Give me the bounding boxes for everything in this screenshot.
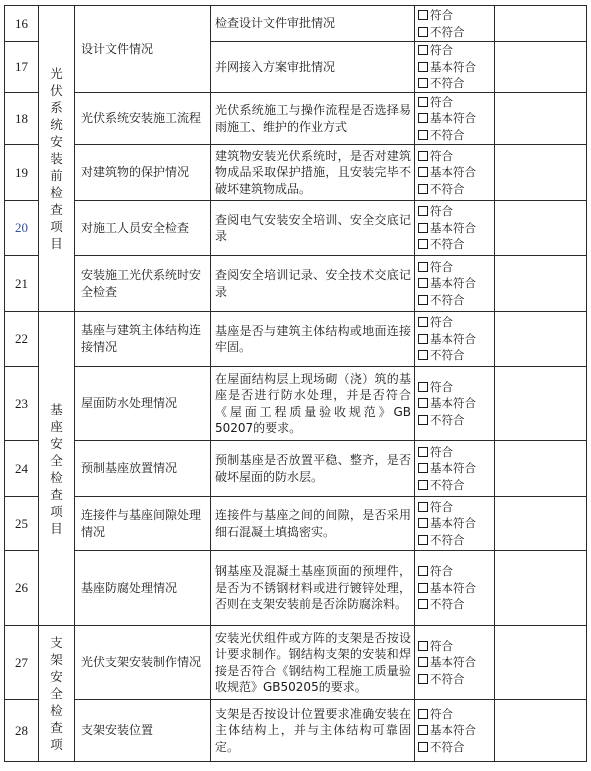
result-option: 基本符合: [418, 515, 492, 532]
result-option: 不符合: [418, 127, 492, 144]
result-cell: [415, 367, 495, 441]
result-option: 基本符合: [418, 110, 492, 127]
row-number: 19: [5, 145, 39, 201]
result-option: 符合: [418, 379, 492, 396]
checkbox-icon[interactable]: [418, 583, 428, 593]
row-number: 21: [5, 256, 39, 312]
table-row: [5, 551, 587, 626]
result-option: 符合: [418, 259, 492, 276]
result-option: 符合: [418, 706, 492, 723]
remark-cell: [495, 551, 587, 626]
item-cell: 基座与建筑主体结构连接情况: [75, 312, 211, 367]
result-option: 符合: [418, 94, 492, 111]
table-row: [5, 497, 587, 551]
result-option: 符合: [418, 444, 492, 461]
table-row: [5, 93, 587, 145]
checkbox-icon[interactable]: [418, 463, 428, 473]
row-number: 17: [5, 42, 39, 93]
table-row: [5, 312, 587, 367]
result-cell: [415, 6, 495, 42]
result-option: 基本符合: [418, 331, 492, 348]
checkbox-icon[interactable]: [418, 742, 428, 752]
result-option: 符合: [418, 42, 492, 59]
row-number: 23: [5, 367, 39, 441]
result-option: 基本符合: [418, 220, 492, 237]
item-cell: 安装施工光伏系统时安全检查: [75, 256, 211, 312]
remark-cell: [495, 93, 587, 145]
remark-cell: [495, 145, 587, 201]
checkbox-icon[interactable]: [418, 317, 428, 327]
table-row: [5, 700, 587, 762]
result-option: 基本符合: [418, 654, 492, 671]
checkbox-icon[interactable]: [418, 447, 428, 457]
desc-cell: 建筑物安装光伏系统时，是否对建筑物成品采取保护措施，且安装完毕不破坏建筑物成品。: [211, 145, 415, 201]
result-option: 不符合: [418, 596, 492, 613]
item-cell: 光伏支架安装制作情况: [75, 626, 211, 700]
remark-cell: [495, 367, 587, 441]
remark-cell: [495, 626, 587, 700]
item-cell: 基座防腐处理情况: [75, 551, 211, 626]
desc-cell: 基座是否与建筑主体结构或地面连接牢固。: [211, 312, 415, 367]
row-number: 26: [5, 551, 39, 626]
remark-cell: [495, 256, 587, 312]
result-option: 基本符合: [418, 395, 492, 412]
result-option: 基本符合: [418, 275, 492, 292]
table-row: [5, 6, 587, 42]
result-option: 基本符合: [418, 722, 492, 739]
checkbox-icon[interactable]: [418, 398, 428, 408]
result-option: 符合: [418, 148, 492, 165]
item-cell: 设计文件情况: [75, 6, 211, 93]
desc-cell: 在屋面结构层上现场砌（浇）筑的基座是否进行防水处理，并是否符合《屋面工程质量验收规范》GB 50207的要求。: [211, 367, 415, 441]
item-cell: 屋面防水处理情况: [75, 367, 211, 441]
result-cell: [415, 700, 495, 762]
row-number: 27: [5, 626, 39, 700]
item-cell: 支架安装位置: [75, 700, 211, 762]
row-number: 16: [5, 6, 39, 42]
checkbox-icon[interactable]: [418, 480, 428, 490]
remark-cell: [495, 441, 587, 497]
remark-cell: [495, 6, 587, 42]
result-option: 基本符合: [418, 580, 492, 597]
result-option: 符合: [418, 499, 492, 516]
checkbox-icon[interactable]: [418, 657, 428, 667]
row-number: 25: [5, 497, 39, 551]
table-row: [5, 256, 587, 312]
result-cell: [415, 551, 495, 626]
checkbox-icon[interactable]: [418, 566, 428, 576]
table-row: [5, 367, 587, 441]
checkbox-icon[interactable]: [418, 97, 428, 107]
checkbox-icon[interactable]: [418, 350, 428, 360]
checkbox-icon[interactable]: [418, 206, 428, 216]
desc-cell: 连接件与基座之间的间隙，是否采用细石混凝土填捣密实。: [211, 497, 415, 551]
result-option: 不符合: [418, 347, 492, 364]
desc-cell: 光伏系统施工与操作流程是否选择易雨施工、维护的作业方式: [211, 93, 415, 145]
table-row: [5, 626, 587, 700]
desc-cell: 并网接入方案审批情况: [211, 42, 415, 93]
checkbox-icon[interactable]: [418, 518, 428, 528]
item-cell: 光伏系统安装施工流程: [75, 93, 211, 145]
checkbox-icon[interactable]: [418, 45, 428, 55]
result-cell: [415, 441, 495, 497]
checkbox-icon[interactable]: [418, 239, 428, 249]
result-option: 不符合: [418, 75, 492, 92]
result-option: 基本符合: [418, 59, 492, 76]
result-option: 符合: [418, 563, 492, 580]
checkbox-icon[interactable]: [418, 641, 428, 651]
inspection-table-sheet: [4, 5, 587, 762]
checkbox-icon[interactable]: [418, 10, 428, 20]
result-option: 不符合: [418, 412, 492, 429]
result-option: 基本符合: [418, 164, 492, 181]
checkbox-icon[interactable]: [418, 167, 428, 177]
result-option: 不符合: [418, 24, 492, 41]
result-option: 不符合: [418, 181, 492, 198]
checkbox-icon[interactable]: [418, 78, 428, 88]
item-cell: 连接件与基座间隙处理情况: [75, 497, 211, 551]
desc-cell: 查阅电气安装安全培训、安全交底记录: [211, 201, 415, 256]
result-cell: [415, 201, 495, 256]
checkbox-icon[interactable]: [418, 223, 428, 233]
remark-cell: [495, 700, 587, 762]
category-cell: 基 座 安 全 检 查 项 目: [39, 312, 75, 626]
checkbox-icon[interactable]: [418, 295, 428, 305]
checkbox-icon[interactable]: [418, 151, 428, 161]
desc-cell: 查阅安全培训记录、安全技术交底记录: [211, 256, 415, 312]
result-cell: [415, 497, 495, 551]
result-cell: [415, 42, 495, 93]
remark-cell: [495, 201, 587, 256]
table-row: [5, 441, 587, 497]
row-number: 22: [5, 312, 39, 367]
result-cell: [415, 312, 495, 367]
row-number: 20: [5, 201, 39, 256]
checkbox-icon[interactable]: [418, 113, 428, 123]
result-option: 不符合: [418, 671, 492, 688]
desc-cell: 检查设计文件审批情况: [211, 6, 415, 42]
remark-cell: [495, 42, 587, 93]
checkbox-icon[interactable]: [418, 674, 428, 684]
inspection-table: [4, 5, 587, 762]
checkbox-icon[interactable]: [418, 599, 428, 609]
result-option: 不符合: [418, 292, 492, 309]
checkbox-icon[interactable]: [418, 415, 428, 425]
checkbox-icon[interactable]: [418, 27, 428, 37]
checkbox-icon[interactable]: [418, 184, 428, 194]
item-cell: 对施工人员安全检查: [75, 201, 211, 256]
desc-cell: 预制基座是否放置平稳、整齐，是否破坏屋面的防水层。: [211, 441, 415, 497]
checkbox-icon[interactable]: [418, 130, 428, 140]
checkbox-icon[interactable]: [418, 709, 428, 719]
category-cell: 支 架 安 全 检 查 项: [39, 626, 75, 762]
result-option: 符合: [418, 314, 492, 331]
table-row: [5, 201, 587, 256]
category-cell: 光 伏 系 统 安 装 前 检 查 项 目: [39, 6, 75, 312]
checkbox-icon[interactable]: [418, 278, 428, 288]
result-option: 不符合: [418, 477, 492, 494]
result-option: 不符合: [418, 236, 492, 253]
result-option: 基本符合: [418, 460, 492, 477]
table-row: [5, 145, 587, 201]
checkbox-icon[interactable]: [418, 535, 428, 545]
item-cell: 对建筑物的保护情况: [75, 145, 211, 201]
desc-cell: 钢基座及混凝土基座顶面的预埋件，是否为不锈钢材料或进行镀锌处理，否则在支架安装前是否涂防腐涂料。: [211, 551, 415, 626]
result-cell: [415, 626, 495, 700]
desc-cell: 支架是否按设计位置要求准确安装在主体结构上，并与主体结构可靠固定。: [211, 700, 415, 762]
row-number: 28: [5, 700, 39, 762]
result-option: 符合: [418, 7, 492, 24]
row-number: 18: [5, 93, 39, 145]
checkbox-icon[interactable]: [418, 62, 428, 72]
checkbox-icon[interactable]: [418, 502, 428, 512]
remark-cell: [495, 497, 587, 551]
desc-cell: 安装光伏组件或方阵的支架是否按设计要求制作。钢结构支架的安装和焊接是否符合《钢结构工程施工质量验收规范》GB50205的要求。: [211, 626, 415, 700]
result-cell: [415, 93, 495, 145]
result-cell: [415, 145, 495, 201]
result-cell: [415, 256, 495, 312]
result-option: 符合: [418, 638, 492, 655]
result-option: 不符合: [418, 739, 492, 756]
checkbox-icon[interactable]: [418, 382, 428, 392]
row-number: 24: [5, 441, 39, 497]
item-cell: 预制基座放置情况: [75, 441, 211, 497]
checkbox-icon[interactable]: [418, 725, 428, 735]
result-option: 符合: [418, 203, 492, 220]
checkbox-icon[interactable]: [418, 334, 428, 344]
result-option: 不符合: [418, 532, 492, 549]
remark-cell: [495, 312, 587, 367]
checkbox-icon[interactable]: [418, 262, 428, 272]
